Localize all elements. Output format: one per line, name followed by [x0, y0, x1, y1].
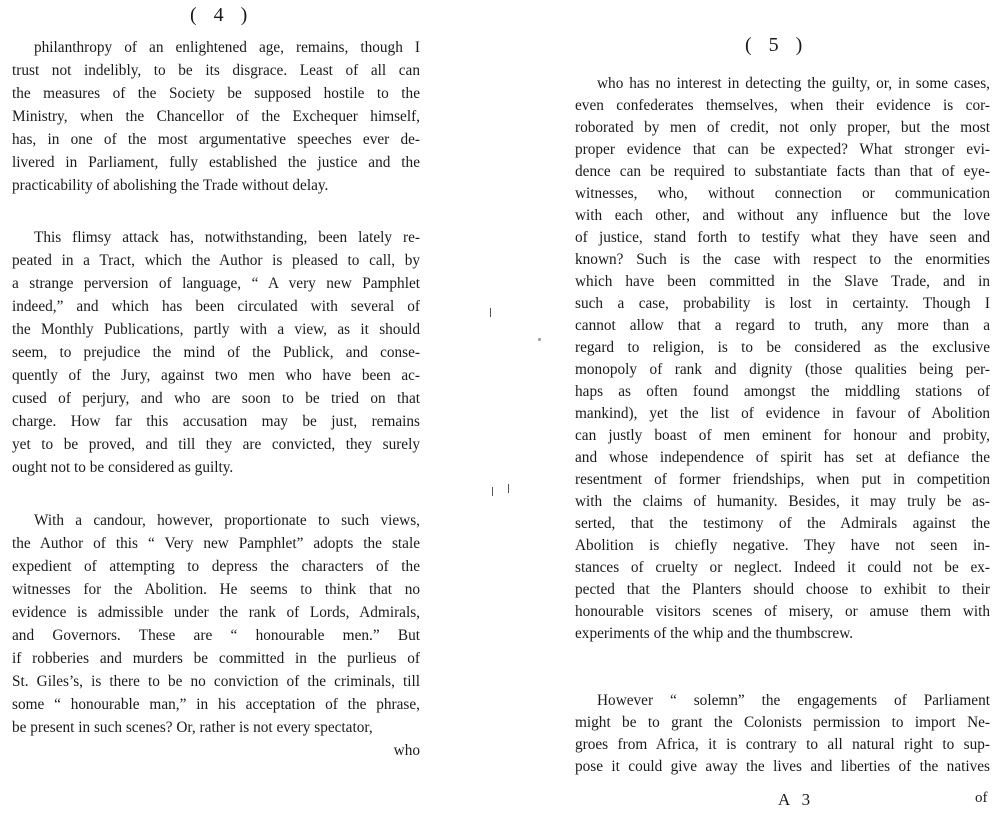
page-number: ( 4 )	[190, 4, 254, 26]
text-line: dence can be required to substantiate facts than that of eye-	[575, 163, 990, 180]
text-line: charge. How far this accusation may be just, remains	[12, 413, 420, 430]
text-line: St. Giles’s, is there to be no conviction of the criminals, till	[12, 673, 420, 690]
text-line: the Monthly Publications, partly with a view, as it should	[12, 321, 420, 338]
text-line: Ministry, when the Chancellor of the Exchequer himself,	[12, 108, 420, 125]
text-line: and Governors. These are “ honourable men.” But	[12, 627, 420, 644]
text-line: can justly boast of men eminent for honour and probity,	[575, 427, 990, 444]
signature-mark: A 3	[778, 790, 815, 809]
text-line: This flimsy attack has, notwithstanding, been lately re-	[34, 229, 420, 246]
text-line: evidence is admissible under the rank of Lords, Admirals,	[12, 604, 420, 621]
paragraph	[12, 36, 420, 197]
paragraph	[12, 226, 420, 479]
text-line: yet to be proved, and till they are convicted, they surely	[12, 436, 420, 453]
text-line: pected that the Planters should choose to exhibit to their	[575, 581, 990, 598]
text-line: livered in Parliament, fully established the justice and the	[12, 154, 420, 171]
text-line: be present in such scenes? Or, rather is not every spectator,	[12, 719, 373, 736]
text-line: haps as often found amongst the middling stations of	[575, 383, 990, 400]
catchword: of	[975, 790, 988, 806]
text-line: a strange perversion of language, “ A very new Pamphlet	[12, 275, 420, 292]
gutter-mark	[490, 308, 491, 317]
text-line: known? Such is the case with respect to the enormities	[575, 251, 990, 268]
text-line: which have been committed in the Slave Trade, and in	[575, 273, 990, 290]
text-line: of justice, stand forth to testify what they have seen and	[575, 229, 990, 246]
text-line: However “ solemn” the engagements of Parliament	[597, 692, 990, 709]
text-line: witnesses for the Abolition. He seems to think that no	[12, 581, 420, 598]
text-line: quently of the Jury, against two men who have been ac-	[12, 367, 420, 384]
text-line: the Author of this “ Very new Pamphlet” adopts the stale	[12, 535, 420, 552]
text-line: serted, that the testimony of the Admirals against the	[575, 515, 990, 532]
text-line: peated in a Tract, which the Author is pleased to call, by	[12, 252, 420, 269]
text-line: experiments of the whip and the thumbscrew.	[575, 625, 854, 642]
text-line: philanthropy of an enlightened age, remains, though I	[34, 39, 420, 56]
text-line: the measures of the Society be supposed hostile to the	[12, 85, 420, 102]
text-line: seem, to prejudice the mind of the Publick, and conse-	[12, 344, 420, 361]
text-line: stances of cruelty or neglect. Indeed it could not be ex-	[575, 559, 990, 576]
text-line: practicability of abolishing the Trade without delay.	[12, 177, 329, 194]
text-line: groes from Africa, it is contrary to all natural right to sup-	[575, 736, 990, 753]
text-line: has, in one of the most argumentative speeches ever de-	[12, 131, 420, 148]
text-line: who has no interest in detecting the guilty, or, in some cases,	[597, 75, 990, 92]
text-line: mankind), yet the list of evidence in favour of Abolition	[575, 405, 990, 422]
text-line: With a candour, however, proportionate to such views,	[34, 512, 420, 529]
text-line: proper evidence that can be expected? What stronger evi-	[575, 141, 990, 158]
text-line: such a case, probability is lost in certainty. Though I	[575, 295, 990, 312]
gutter-mark	[492, 487, 493, 496]
text-line: honourable visitors scenes of misery, or amuse them with	[575, 603, 990, 620]
page-number: ( 5 )	[745, 34, 809, 56]
gutter-mark	[508, 484, 509, 493]
text-line: some “ honourable man,” in his acceptation of the phrase,	[12, 696, 420, 713]
paragraph	[575, 690, 990, 778]
text-line: if robberies and murders be committed in the purlieus of	[12, 650, 420, 667]
text-line: cannot allow that a regard to truth, any more than a	[575, 317, 990, 334]
paragraph	[12, 509, 420, 762]
text-line: even confederates themselves, when their evidence is cor-	[575, 97, 990, 114]
text-line: pose it could give away the lives and liberties of the natives	[575, 758, 990, 775]
text-line: and whose independence of spirit has set at defiance the	[575, 449, 990, 466]
gutter-dot	[538, 338, 541, 341]
text-line: monopoly of rank and dignity (those qualities being per-	[575, 361, 990, 378]
text-line: regard to religion, is to be considered as the exclusive	[575, 339, 990, 356]
text-line: might be to grant the Colonists permission to import Ne-	[575, 714, 990, 731]
text-line: expedient of attempting to depress the characters of the	[12, 558, 420, 575]
text-line: cused of perjury, and who are soon to be tried on that	[12, 390, 420, 407]
text-line: trust not indelibly, to be its disgrace. Least of all can	[12, 62, 420, 79]
text-line: who	[393, 742, 420, 759]
text-line: resentment of former friendships, when put in competition	[575, 471, 990, 488]
text-line: witnesses, who, without connection or communication	[575, 185, 990, 202]
text-line: Abolition is chiefly negative. They have not seen in-	[575, 537, 990, 554]
text-line: with each other, and without any influence but the love	[575, 207, 990, 224]
text-line: ought not to be considered as guilty.	[12, 459, 234, 476]
text-line: roborated by men of credit, not only proper, but the most	[575, 119, 990, 136]
paragraph	[575, 73, 990, 645]
text-line: with the claims of humanity. Besides, it may truly be as-	[575, 493, 990, 510]
text-line: indeed,” and which has been circulated with several of	[12, 298, 420, 315]
